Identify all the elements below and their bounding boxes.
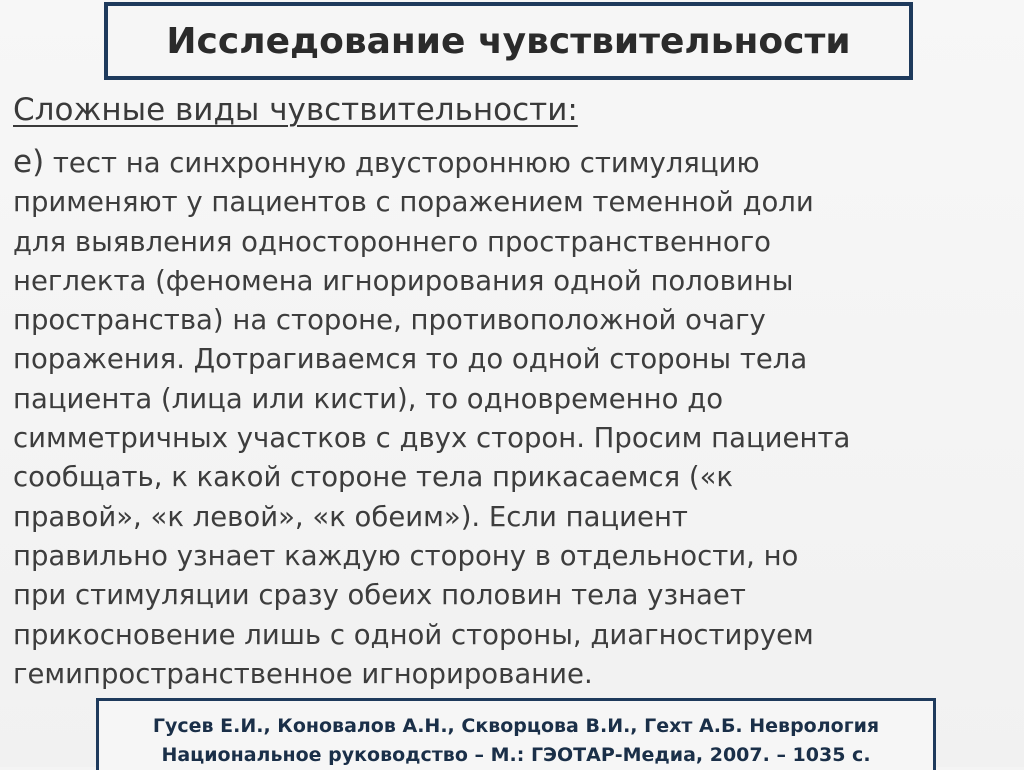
body-line: применяют у пациентов с поражением теменной доли (13, 186, 814, 219)
body-line: пациента (лица или кисти), то одновременно до (13, 382, 724, 415)
title-frame (104, 2, 913, 80)
body-line: сообщать, к какой стороне тела прикасаемся («к (13, 461, 734, 494)
body-line: неглекта (феномена игнорирования одной половины (13, 264, 794, 297)
body-line: правой», «к левой», «к обеим»). Если пациент (13, 500, 688, 533)
body-line: прикосновение лишь с одной стороны, диагностируем (13, 618, 814, 651)
body-line: симметричных участков с двух сторон. Просим пациента (13, 422, 851, 455)
citation-line-publisher: Национальное руководство – М.: ГЭОТАР-Медиа, 2007. – 1035 с. (161, 744, 871, 766)
body-line: пространства) на стороне, противоположной очагу (13, 304, 766, 337)
body-paragraph (13, 143, 1018, 694)
body-line: для выявления одностороннего пространственного (13, 225, 771, 258)
section-subheading: Сложные виды чувствительности: (13, 92, 578, 128)
body-line-1 (13, 143, 1018, 183)
citation-frame (96, 698, 936, 770)
body-line: гемипространственное игнорирование. (13, 657, 593, 690)
slide-title: Исследование чувствительности (166, 20, 851, 62)
citation-line-authors: Гусев Е.И., Коновалов А.Н., Скворцова В.И., Гехт А.Б. Неврология (152, 715, 880, 737)
item-marker: е) (13, 144, 45, 180)
body-line: правильно узнает каждую сторону в отдельности, но (13, 539, 799, 572)
body-line: при стимуляции сразу обеих половин тела узнает (13, 579, 746, 612)
body-line-1-text: тест на синхронную двустороннюю стимуляцию (44, 147, 760, 179)
body-line: поражения. Дотрагиваемся то до одной стороны тела (13, 343, 808, 376)
